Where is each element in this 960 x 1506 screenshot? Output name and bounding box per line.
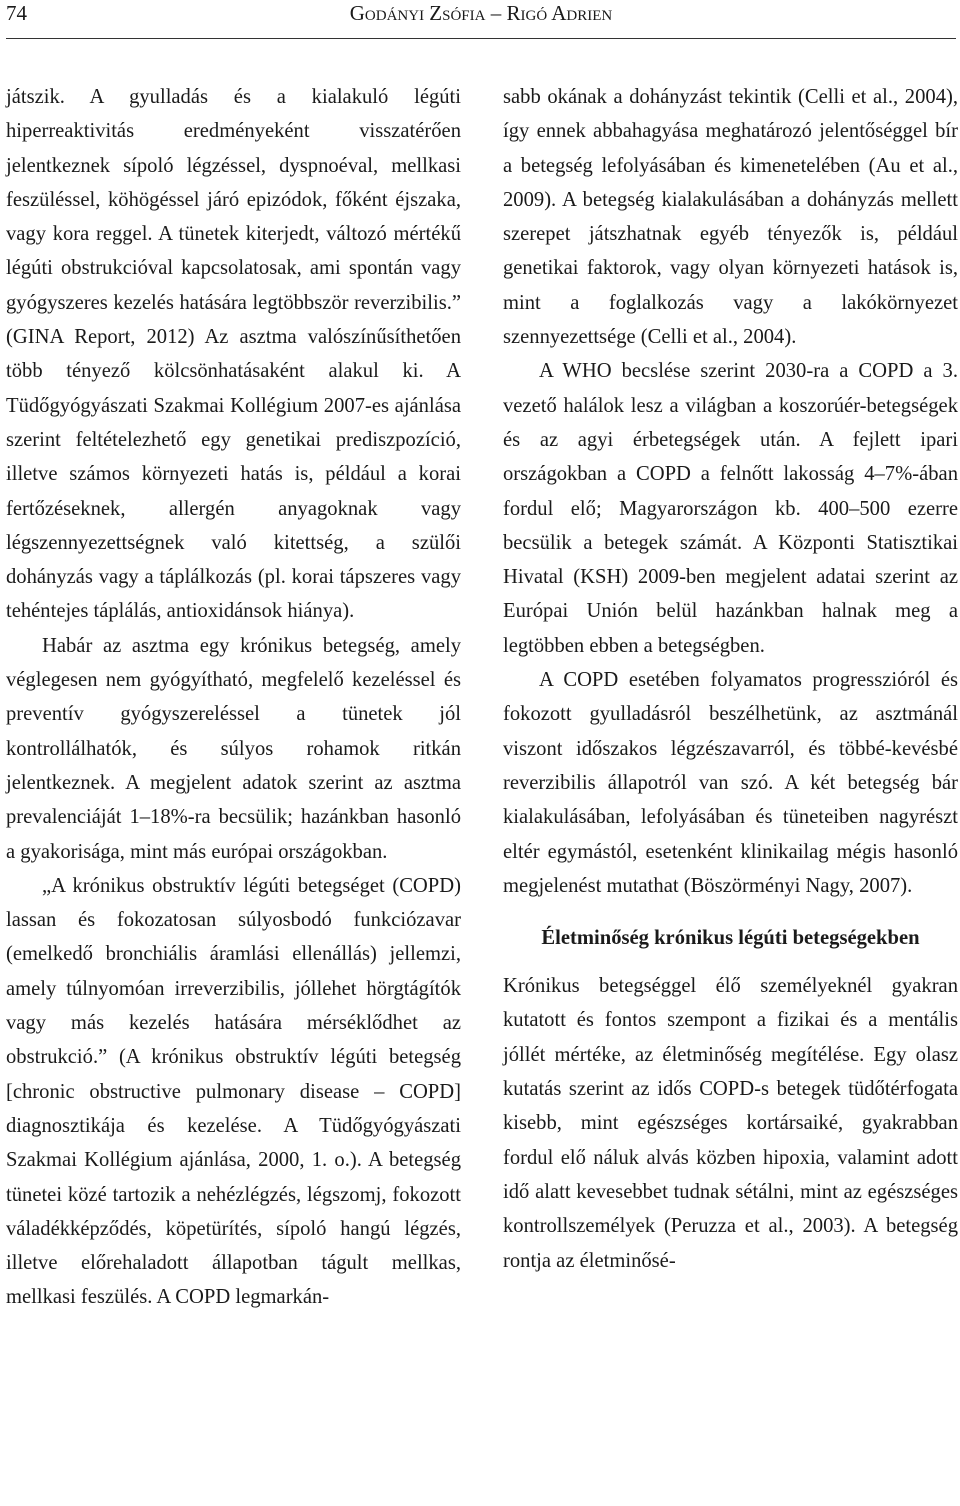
paragraph-asthma-treatment: Habár az asztma egy krónikus betegség, amely véglegesen nem gyógyítható, megfelelő kezeléssel és preventív gyógyszereléssel a tünetek jól kontrollálhatók, és súlyos rohamok ritkán jelentkeznek. A megjelent adatok szerint az asztma prevalenciáját 1–18%-ra becsülik; hazánkban hasonló a gyakorisága, mint más európai országokban. — [6, 634, 461, 863]
paragraph-asthma-definition: játszik. A gyulladás és a kialakuló légúti hiperreaktivitás eredményeként visszatérően jelentkeznek sípoló légzéssel, dyspnoéval, mellkasi feszüléssel, köhögéssel járó epizódok, főként éjszaka, vagy kora reggel. A tünetek kiterjedt, változó mértékű légúti obstrukcióval kapcsolatosak, ami spontán vagy gyógyszeres kezelés hatására legtöbbször reverzibilis.” (GINA Report, 2012) Az asztma valószínűsíthetően több tényező kölcsönhatásaként alakul ki. A Tüdőgyógyászati Szakmai Kollégium 2007-es ajánlása szerint feltételezhető egy genetikai prediszpozíció, illetve számos környezeti hatás is, például a korai fertőzéseknek, allergén anyagoknak vagy légszennyezettségnek való kitettség, a szülői dohányzás vagy a táplálkozás (pl. korai tápszeres vagy tehéntejes táplálás, antioxidánsok hiánya). — [6, 86, 461, 623]
left-column — [6, 80, 461, 1315]
right-column — [503, 80, 958, 1278]
running-head — [6, 1, 956, 26]
author-2: Rigó Adrien — [506, 1, 613, 25]
paragraph-copd-who: A WHO becslése szerint 2030-ra a COPD a 3. vezető halálok lesz a világban a koszorúér-betegségek és az agyi érbetegségek után. A fejlett ipari országokban a COPD a felnőtt lakosság 4–7%-ában fordul elő; Magyarországon kb. 400–500 ezerre becsülik a betegek számát. A Központi Statisztikai Hivatal (KSH) 2009-ben megjelent adatai szerint az Európai Unión belül hazánkban halnak meg a legtöbben ebben a betegségben. — [503, 360, 958, 657]
page-header — [6, 0, 956, 32]
paragraph-copd-smoking: sabb okának a dohányzást tekintik (Celli et al., 2004), így ennek abbahagyása meghatározó jelentőséggel bír a betegség lefolyásában és kimenetelében (Au et al., 2009). A betegség kialakulásában a dohányzás mellett szerepet játszhatnak egyéb tényezők is, például genetikai faktorok, vagy olyan környezeti hatások is, mint a foglalkozás vagy a lakókörnyezet szennyezettsége (Celli et al., 2004). — [503, 86, 958, 349]
section-heading: Életminőség krónikus légúti betegségekben — [541, 927, 920, 950]
header-rule — [6, 38, 956, 39]
author-separator: – — [485, 1, 507, 25]
author-1: Godányi Zsófia — [349, 1, 486, 25]
page-number: 74 — [6, 1, 27, 25]
paragraph-copd-definition: „A krónikus obstruktív légúti betegséget (COPD) lassan és fokozatosan súlyosbodó funkciózavar (emelkedő bronchiális áramlási ellenállás) jellemzi, amely túlnyomóan irreverzibilis, jóllehet hörgtágítók vagy más kezelés hatására mérséklődhet az obstrukció.” (A krónikus obstruktív légúti betegség [chronic obstructive pulmonary disease – COPD] diagnosztikája és kezelése. A Tüdőgyógyászati Szakmai Kollégium ajánlása, 2000, 1. o.). A betegség tünetei közé tartozik a nehézlégzés, légszomj, fokozott váladékképződés, köpetürítés, sípoló hangú légzés, illetve előrehaladott állapotban tágult mellkas, mellkasi feszülés. A COPD legmarkán- — [6, 874, 461, 1309]
paragraph-copd-vs-asthma: A COPD esetében folyamatos progresszióról és fokozott gyulladásról beszélhetünk, az asztmánál viszont időszakos légzészavarról, és többé-kevésbé reverzibilis állapotról van szó. A két betegség bár kialakulásában, lefolyásában és tüneteiben nagyrészt eltér egymástól, esetenként klinikailag mégis hasonló megjelenést mutathat (Böszörményi Nagy, 2007). — [503, 669, 958, 897]
paragraph-quality-of-life: Krónikus betegséggel élő személyeknél gyakran kutatott és fontos szempont a fizikai és a mentális jóllét mértéke, az életminőség megítélése. Egy olasz kutatás szerint az idős COPD-s betegek tüdőtérfogata kisebb, mint egészséges kortársaiké, gyakrabban fordul elő náluk alvás közben hipoxia, valamint adott idő alatt kevesebbet tudnak sétálni, mint az egészséges kontrollszemélyek (Peruzza et al., 2003). A betegség rontja az életminősé- — [503, 975, 958, 1272]
